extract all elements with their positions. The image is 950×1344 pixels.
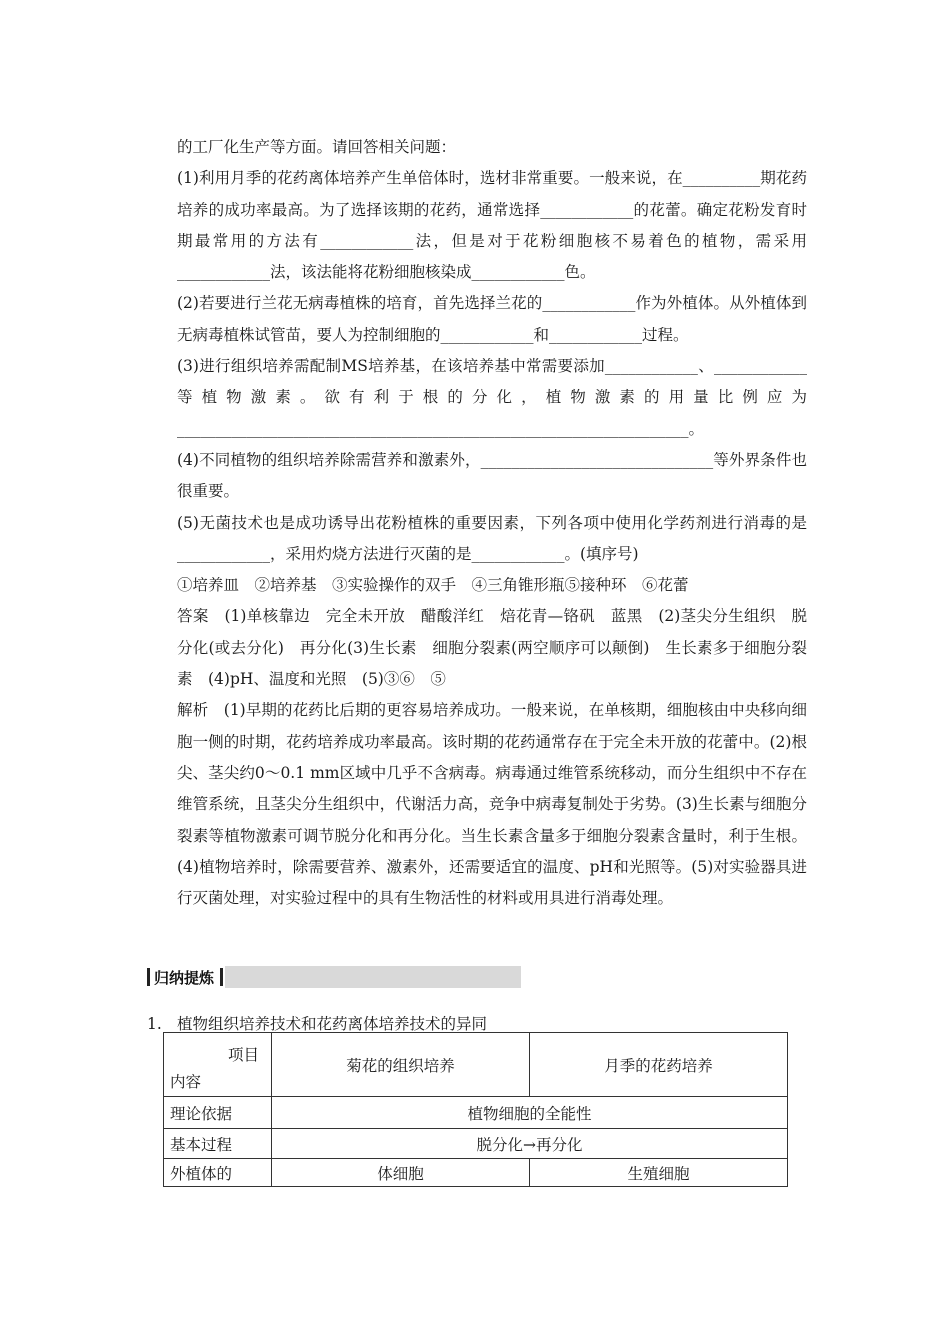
paragraph-options: ①培养皿 ②培养基 ③实验操作的双手 ④三角锥形瓶⑤接种环 ⑥花蕾 bbox=[177, 576, 689, 595]
row-col2: 生殖细胞 bbox=[530, 1159, 788, 1187]
corner-top-label: 项目 bbox=[227, 1046, 259, 1064]
comparison-heading bbox=[147, 1012, 487, 1034]
row-label: 理论依据 bbox=[164, 1097, 272, 1129]
paragraph-answer: 答案 (1)单核靠边 完全未开放 醋酸洋红 焙花青—铬矾 蓝黑 (2)茎尖分生组织 脱分化(或去分化) 再分化(3)生长素 细胞分裂素(两空顺序可以颠倒) 生长素多于细胞分裂素 (4)pH、温度和光照 (5)③⑥ ⑤ bbox=[177, 607, 807, 689]
paragraph-q3: (3)进行组织培养需配制MS培养基，在该培养基中常需要添加____________、____________等植物激素。欲有利于根的分化，植物激素的用量比例应为__________________________________________________________________。 bbox=[177, 357, 807, 438]
section-bar-left bbox=[147, 968, 150, 986]
section-title: 归纳提炼 bbox=[154, 968, 215, 987]
comparison-title: 植物组织培养技术和花药离体培养技术的异同 bbox=[177, 1015, 488, 1033]
paragraph-intro: 的工厂化生产等方面。请回答相关问题： bbox=[177, 138, 457, 156]
corner-bottom-label: 内容 bbox=[170, 1073, 202, 1091]
header-col2: 月季的花药培养 bbox=[530, 1033, 788, 1097]
row-value: 脱分化→再分化 bbox=[272, 1129, 788, 1159]
row-label: 基本过程 bbox=[164, 1129, 272, 1159]
table-corner-cell bbox=[164, 1033, 272, 1097]
table-row bbox=[164, 1097, 788, 1129]
table-row bbox=[164, 1159, 788, 1187]
paragraph-q4: (4)不同植物的组织培养除需营养和激素外，______________________________等外界条件也很重要。 bbox=[177, 450, 807, 501]
row-label: 外植体的 bbox=[164, 1159, 272, 1187]
row-col1: 体细胞 bbox=[272, 1159, 530, 1187]
section-bar-right bbox=[220, 968, 223, 986]
row-value: 植物细胞的全能性 bbox=[272, 1097, 788, 1129]
header-col1: 菊花的组织培养 bbox=[272, 1033, 530, 1097]
table-row bbox=[164, 1129, 788, 1159]
paragraph-q1: (1)利用月季的花药离体培养产生单倍体时，选材非常重要。一般来说，在__________期花药培养的成功率最高。为了选择该期的花药，通常选择____________的花蕾。确定花粉发育时期最常用的方法有____________法，但是对于花粉细胞核不易着色的植物，需采用____________法，该法能将花粉细胞核染成____________色。 bbox=[177, 169, 807, 282]
section-header bbox=[143, 966, 521, 988]
paragraph-q5: (5)无菌技术也是成功诱导出花粉植株的重要因素，下列各项中使用化学药剂进行消毒的是____________，采用灼烧方法进行灭菌的是____________。(填序号) bbox=[177, 513, 807, 563]
section-label-box bbox=[143, 966, 225, 988]
table-header-row bbox=[164, 1033, 788, 1097]
paragraph-q2: (2)若要进行兰花无病毒植株的培育，首先选择兰花的____________作为外植体。从外植体到无病毒植株试管苗，要人为控制细胞的____________和____________过程。 bbox=[177, 294, 807, 344]
question-body bbox=[177, 132, 807, 914]
comparison-table bbox=[163, 1032, 788, 1187]
comparison-number: 1. bbox=[147, 1015, 162, 1033]
paragraph-explanation: 解析 (1)早期的花药比后期的更容易培养成功。一般来说，在单核期，细胞核由中央移向细胞一侧的时期，花药培养成功率最高。该时期的花药通常存在于完全未开放的花蕾中。(2)根尖、茎尖约0～0.1 mm区域中几乎不含病毒。病毒通过维管系统移动，而分生组织中不存在维管系统，且茎尖分生组织中，代谢活力高，竞争中病毒复制处于劣势。(3)生长素与细胞分裂素等植物激素可调节脱分化和再分化。当生长素含量多于细胞分裂素含量时，利于生根。(4)植物培养时，除需要营养、激素外，还需要适宜的温度、pH和光照等。(5)对实验器具进行灭菌处理，对实验过程中的具有生物活性的材料或用具进行消毒处理。 bbox=[177, 701, 807, 908]
